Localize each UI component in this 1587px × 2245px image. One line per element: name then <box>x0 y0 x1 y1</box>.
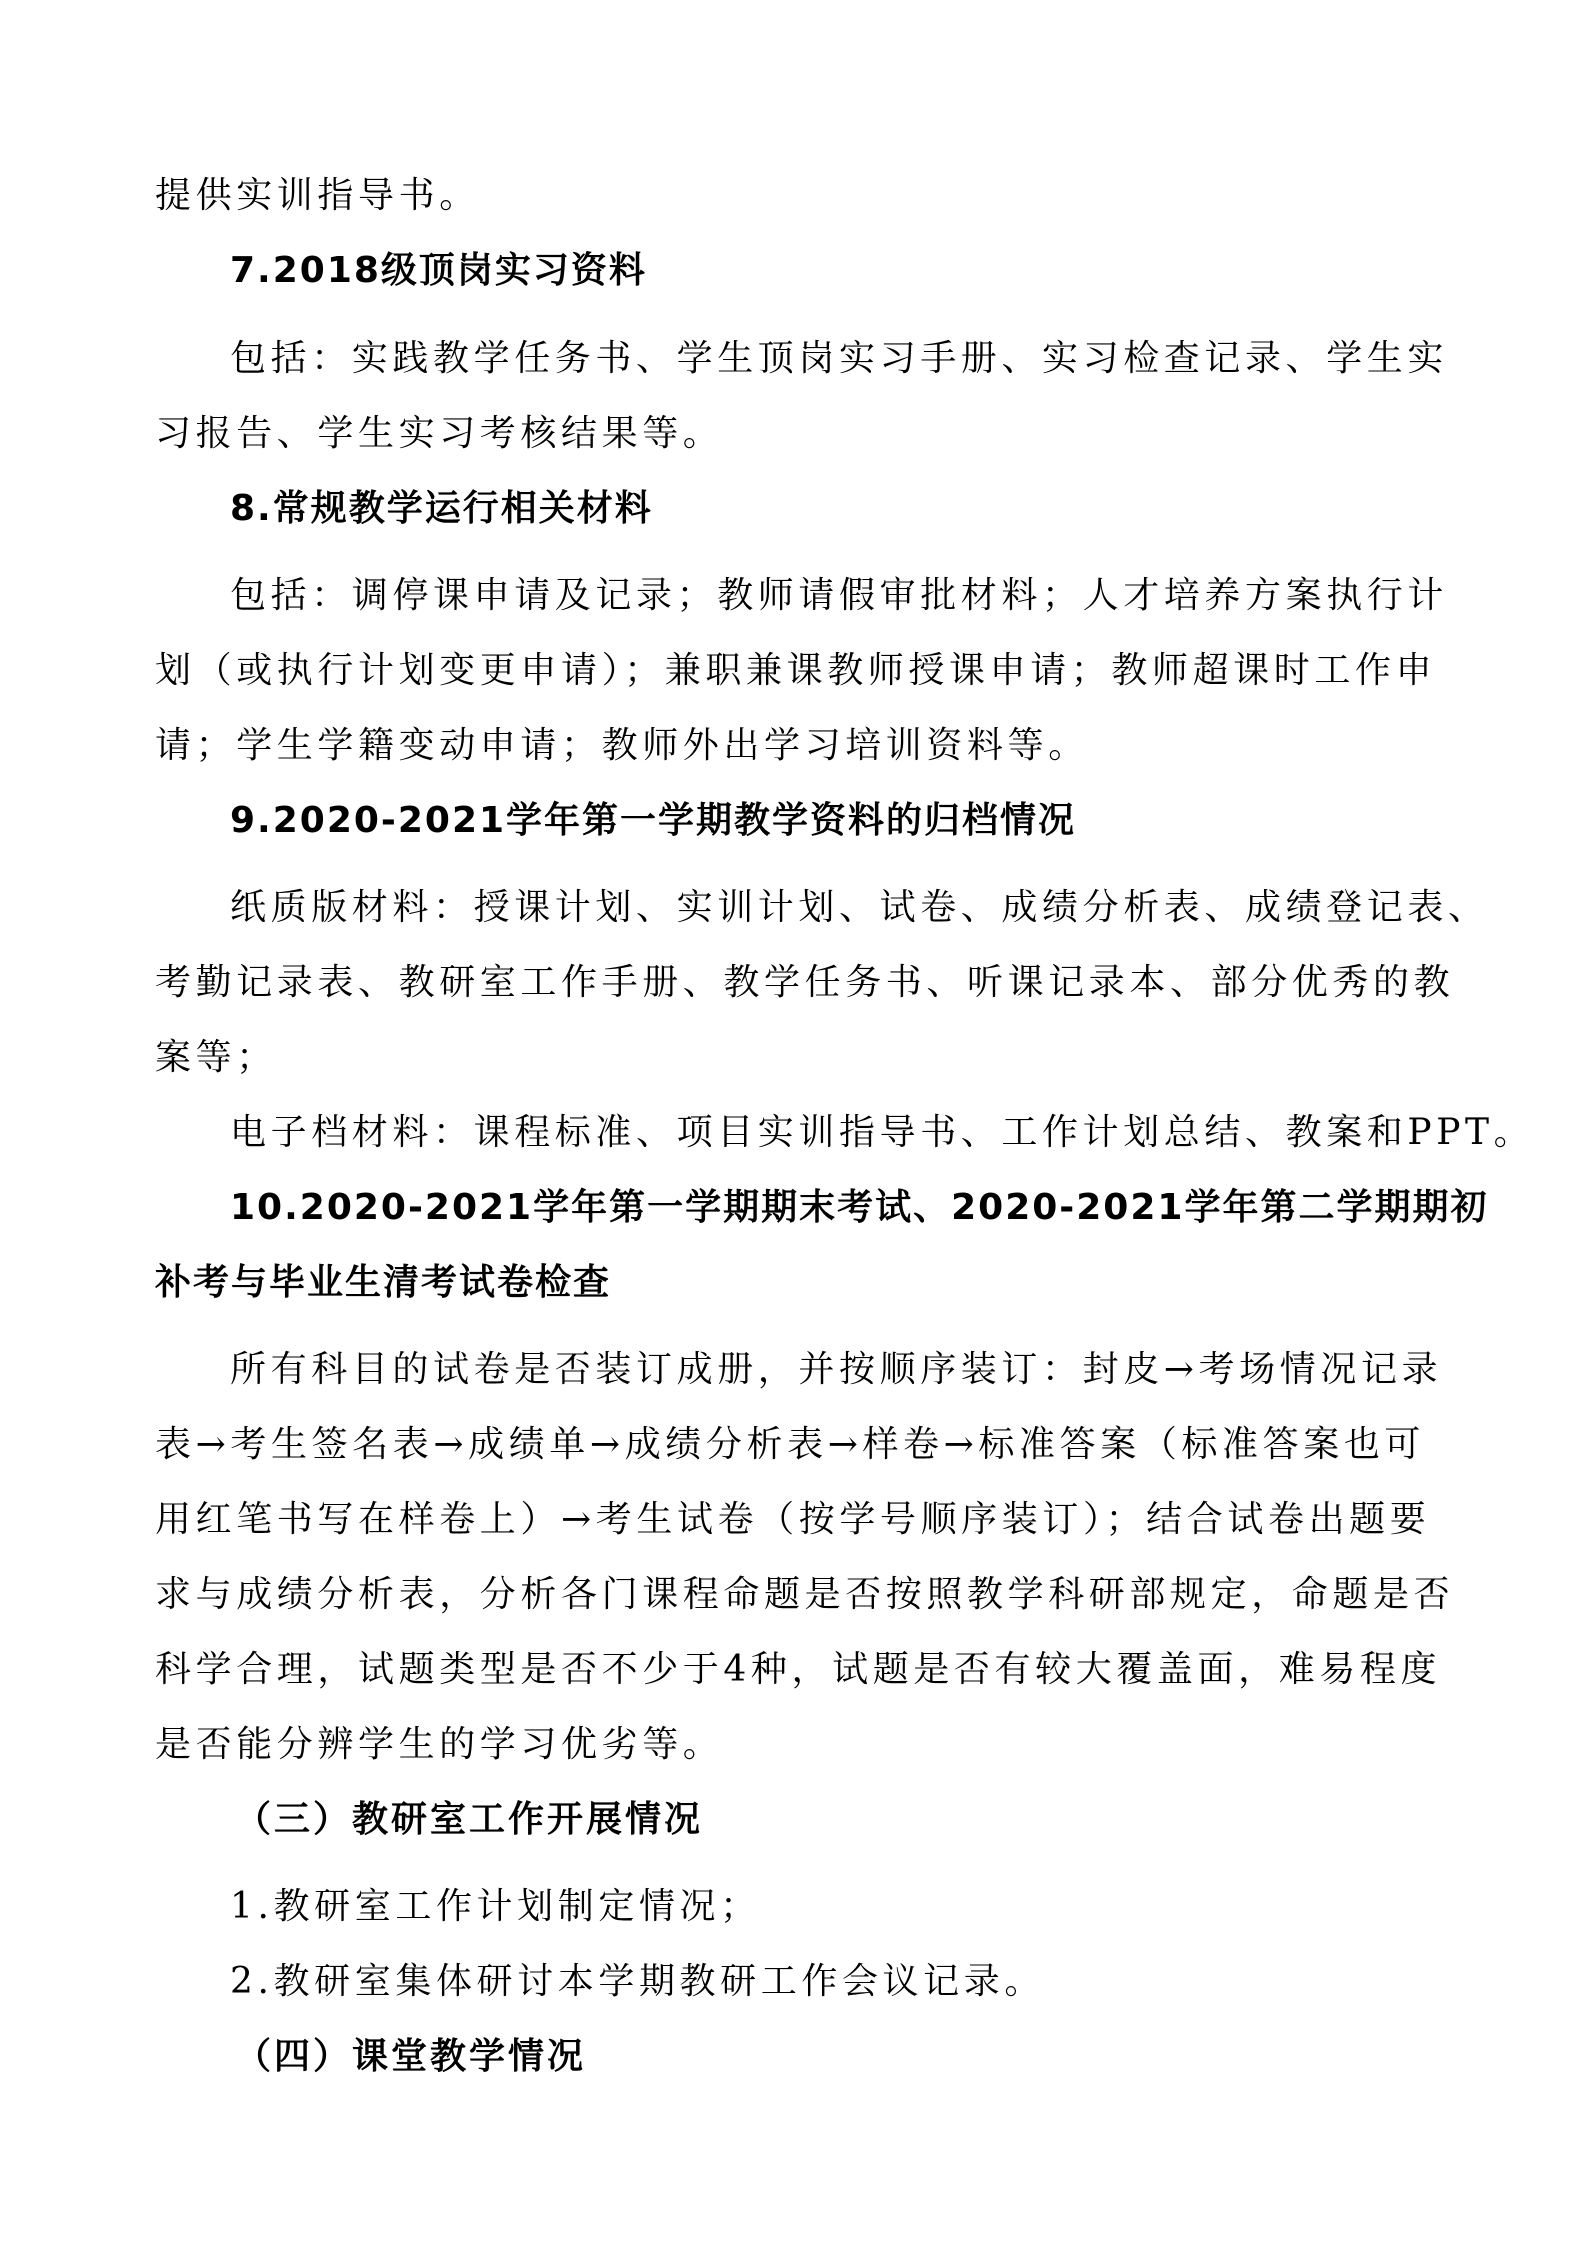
paragraph-line: 习报告、学生实习考核结果等。 <box>155 413 724 454</box>
section-heading-3: （三）教研室工作开展情况 <box>235 1799 704 1840</box>
list-item: 2.教研室集体研讨本学期教研工作会议记录。 <box>230 1961 1045 2002</box>
paragraph-line: 科学合理，试题类型是否不少于4种，试题是否有较大覆盖面，难易程度 <box>155 1649 1442 1690</box>
paragraph-line: 求与成绩分析表，分析各门课程命题是否按照教学科研部规定，命题是否 <box>155 1574 1455 1615</box>
paragraph-line: 案等； <box>155 1037 277 1078</box>
paragraph-line: 纸质版材料：授课计划、实训计划、试卷、成绩分析表、成绩登记表、 <box>230 887 1489 928</box>
paragraph-line: 用红笔书写在样卷上）→考生试卷（按学号顺序装订）；结合试卷出题要 <box>155 1499 1431 1540</box>
paragraph-line: 考勤记录表、教研室工作手册、教学任务书、听课记录本、部分优秀的教 <box>155 962 1455 1003</box>
paragraph-line: 划（或执行计划变更申请）；兼职兼课教师授课申请；教师超课时工作申 <box>155 650 1437 691</box>
section-heading-8: 8.常规教学运行相关材料 <box>230 488 653 529</box>
section-heading-7: 7.2018级顶岗实习资料 <box>230 250 647 291</box>
paragraph-line: 请；学生学籍变动申请；教师外出学习培训资料等。 <box>155 725 1089 766</box>
paragraph-line: 是否能分辨学生的学习优劣等。 <box>155 1724 724 1765</box>
section-heading-10: 10.2020-2021学年第一学期期末考试、2020-2021学年第二学期期初 <box>230 1187 1489 1228</box>
paragraph-line: 包括：实践教学任务书、学生顶岗实习手册、实习检查记录、学生实 <box>230 338 1449 379</box>
section-heading-4: （四）课堂教学情况 <box>235 2036 587 2077</box>
list-item: 1.教研室工作计划制定情况； <box>230 1886 761 1927</box>
section-heading-10-continued: 补考与毕业生清考试卷检查 <box>155 1262 612 1303</box>
paragraph-line: 包括：调停课申请及记录；教师请假审批材料；人才培养方案执行计 <box>230 575 1449 616</box>
paragraph-line: 电子档材料：课程标准、项目实训指导书、工作计划总结、教案和PPT。 <box>230 1112 1535 1153</box>
paragraph-line: 表→考生签名表→成绩单→成绩分析表→样卷→标准答案（标准答案也可 <box>155 1424 1426 1465</box>
paragraph-line: 所有科目的试卷是否装订成册，并按顺序装订：封皮→考场情况记录 <box>230 1349 1443 1390</box>
section-heading-9: 9.2020-2021学年第一学期教学资料的归档情况 <box>230 800 1077 841</box>
paragraph-line: 提供实训指导书。 <box>155 175 480 216</box>
